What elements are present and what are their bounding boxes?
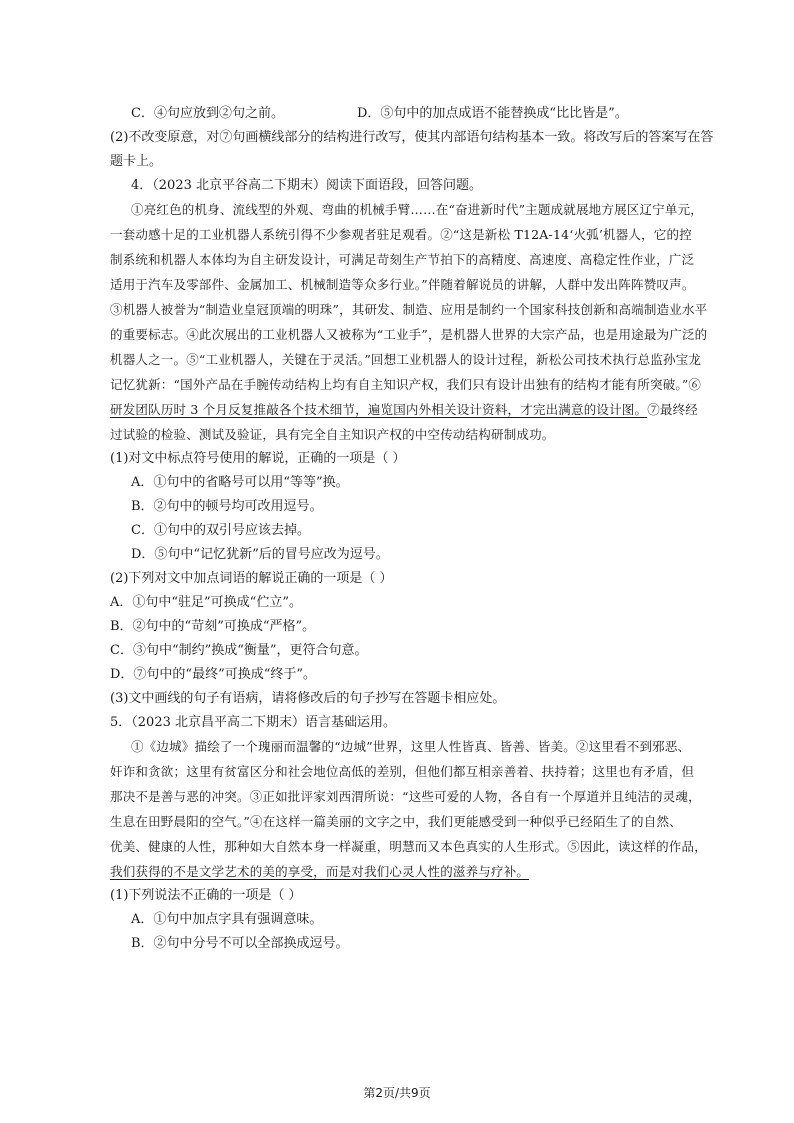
q5-passage-line: 生息在田野晨阳的空气。”④在这样一篇美丽的文字之中，我们更能感受到一种似乎已经陌生了的自然、 [110, 814, 682, 829]
q4-passage-line: 研发团队历时 3 个月反复推敲各个技术细节，遍览国内外相关设计资料，才完出满意的设计图。⑦最终经 [110, 402, 699, 417]
page-footer: 第2页/共9页 [363, 1086, 431, 1100]
q3-subquestion-2: (2)不改变原意，对⑦句画横线部分的结构进行改写，使其内部语句结构基本一致。将改写后的答案写在答 [110, 130, 714, 145]
q4-passage-line: 过试验的检验、测试及验证，具有完全自主知识产权的中空传动结构研制成功。 [110, 427, 555, 442]
q3-option-d: D．⑤句中的加点成语不能替换成“比比皆是”。 [357, 106, 628, 121]
q4-passage-line: ①亮红色的机身、流线型的外观、弯曲的机械手臂……在“奋进新时代”主题成就展地方展区辽宁单元， [131, 202, 703, 217]
q4-s2-option-d: D．⑦句中的“最终”可换成“终于”。 [110, 667, 317, 682]
q4-subquestion-3: (3)文中画线的句子有语病，请将修改后的句子抄写在答题卡相应处。 [110, 691, 506, 706]
q4-s1-option-a: A．①句中的省略号可以用“等等”换。 [131, 475, 349, 490]
q4-passage-line: 适用于汽车及零部件、金属加工、机械制造等众多行业。”伴随着解说员的讲解，人群中发出阵阵赞叹声。 [110, 277, 695, 292]
q4-header: 4．（2023 北京平谷高二下期末）阅读下面语段，回答问题。 [131, 178, 482, 193]
q4-s2-option-b: B．②句中的“苛刻”可换成“严格”。 [110, 619, 316, 634]
q5-header: 5．（2023 北京昌平高二下期末）语言基础运用。 [110, 715, 396, 730]
q5-s1-option-a: A．①句中加点字具有强调意味。 [131, 912, 323, 927]
q4-s1-option-d: D．⑤句中“记忆犹新”后的冒号应改为逗号。 [131, 547, 389, 562]
q4-passage-line: ③机器人被誉为“制造业皇冠顶端的明珠”，其研发、制造、应用是制约一个国家科技创新和高端制造业水平 [110, 302, 708, 317]
q4-passage-line: 一套动感十足的工业机器人系统引得不少参观者驻足观看。②“这是新松 T12A-14‘火弧’机器人，它的控 [110, 227, 692, 242]
q5-passage-line: 优美、健康的人性，那种如大自然本身一样凝重，明慧而又本色真实的人生形式。⑤因此，读这样的作品， [110, 839, 707, 854]
q5-passage-line: 那决不是善与恶的冲突。③正如批评家刘西渭所说：“这些可爱的人物，各自有一个厚道并且纯洁的灵魂， [110, 789, 701, 804]
q5-passage-line: ①《边城》描绘了一个瑰丽而温馨的“边城”世界，这里人性皆真、皆善、皆美。②这里看不到邪恶、 [131, 739, 691, 754]
q5-underlined-sentence: 我们获得的不是文学艺术的美的享受，而是对我们心灵人性的滋养与疗补。 [110, 864, 530, 879]
q4-s2-option-c: C．③句中“制约”换成“衡量”，更符合句意。 [110, 643, 368, 658]
q4-passage-line: 机器人之一。⑤“工业机器人，关键在于灵活。”回想工业机器人的设计过程，新松公司技术执行总监孙宝龙 [110, 352, 702, 367]
q3-option-c: C．④句应放到②句之前。 [131, 106, 284, 121]
q4-s1-option-c: C．①句中的双引号应该去掉。 [131, 523, 310, 538]
q5-subquestion-1: (1)下列说法不正确的一项是（ ） [110, 888, 302, 903]
q4-s2-option-a: A．①句中“驻足”可换成“伫立”。 [110, 595, 302, 610]
q4-passage-line: 制系统和机器人本体均为自主研发设计，可满足苛刻生产节拍下的高精度、高速度、高稳定性作业，广泛 [110, 252, 695, 267]
q5-passage-line: 奸诈和贪欲；这里有贫富区分和社会地位高低的差别，但他们都互相亲善着、扶持着；这里也有矛盾，但 [110, 764, 695, 779]
q3-subquestion-2-cont: 题卡上。 [110, 154, 163, 169]
q4-subquestion-1: (1)对文中标点符号使用的解说，正确的一项是（ ） [110, 451, 406, 466]
q4-subquestion-2: (2)下列对文中加点词语的解说正确的一项是（ ） [110, 571, 393, 586]
q5-s1-option-b: B．②句中分号不可以全部换成逗号。 [131, 936, 349, 951]
q4-passage-line: 记忆犹新：“国外产品在手腕传动结构上均有自主知识产权，我们只有设计出独有的结构才能有所突破。”⑥ [110, 377, 702, 392]
q4-underlined-sentence: 研发团队历时 3 个月反复推敲各个技术细节，遍览国内外相关设计资料，才完出满意的设计图。 [110, 402, 648, 417]
q4-s1-option-b: B．②句中的顿号均可改用逗号。 [131, 499, 323, 514]
q4-passage-line: 的重要标志。④此次展出的工业机器人又被称为“工业手”，是机器人世界的大宗产品，也是用途最为广泛的 [110, 327, 708, 342]
